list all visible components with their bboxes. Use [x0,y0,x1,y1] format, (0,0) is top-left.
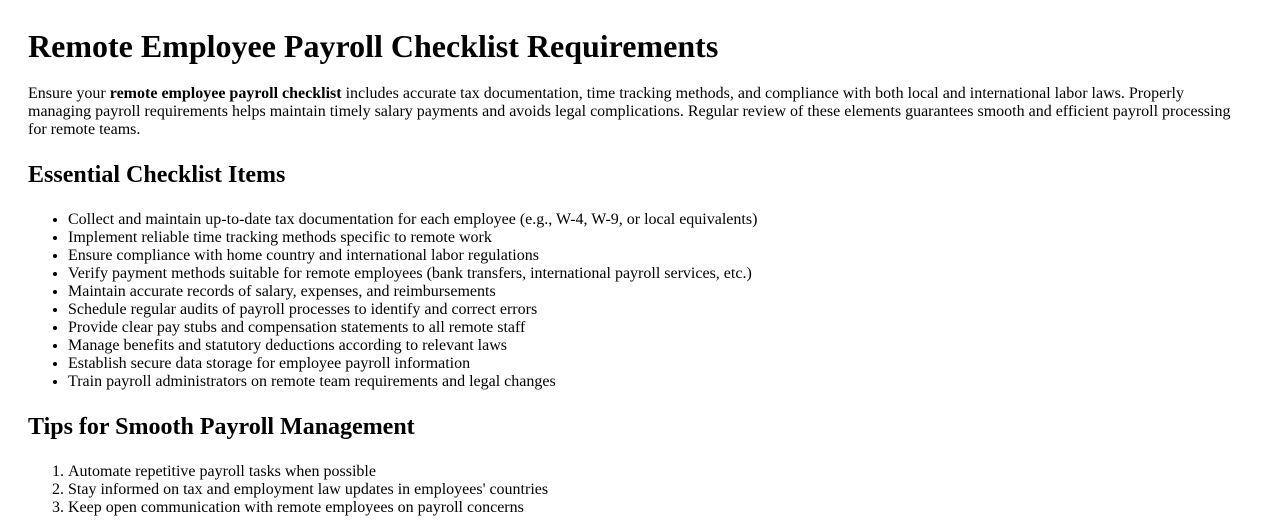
tips-list [28,463,1250,517]
list-item: • Manage benefits and statutory deductions according to relevant laws [68,337,1250,355]
list-item: • Provide clear pay stubs and compensation statements to all remote staff [68,319,1250,337]
list-item: • Verify payment methods suitable for remote employees (bank transfers, international payroll services, etc.) [68,265,1250,283]
list-item: 2. Stay informed on tax and employment law updates in employees' countries [68,481,1250,499]
list-item: 3. Keep open communication with remote employees on payroll concerns [68,499,1250,517]
list-item: • Maintain accurate records of salary, expenses, and reimbursements [68,283,1250,301]
intro-paragraph [28,85,1243,139]
section-heading-checklist: Essential Checklist Items [28,162,286,188]
intro-keyword: remote employee payroll checklist [109,85,342,102]
list-item: • Establish secure data storage for employee payroll information [68,355,1250,373]
checklist-items-list [28,211,1250,391]
intro-text-after: includes accurate tax documentation, time tracking methods, and compliance with both local and international labor laws. Properly managing payroll requirements helps maintain timely salary payments and avoids legal complications. Regular review of these elements guarantees smooth and efficient payroll processing for remote teams. [28,85,1231,138]
list-item: • Implement reliable time tracking methods specific to remote work [68,229,1250,247]
intro-text-before: Ensure your [28,85,110,102]
list-item: • Schedule regular audits of payroll processes to identify and correct errors [68,301,1250,319]
section-heading-tips: Tips for Smooth Payroll Management [28,414,415,440]
list-item: • Collect and maintain up-to-date tax documentation for each employee (e.g., W-4, W-9, or local equivalents) [68,211,1250,229]
list-item: 1. Automate repetitive payroll tasks when possible [68,463,1250,481]
document-page [0,28,1278,517]
list-item: • Train payroll administrators on remote team requirements and legal changes [68,373,1250,391]
list-item: • Ensure compliance with home country and international labor regulations [68,247,1250,265]
page-title: Remote Employee Payroll Checklist Requirements [28,28,719,64]
